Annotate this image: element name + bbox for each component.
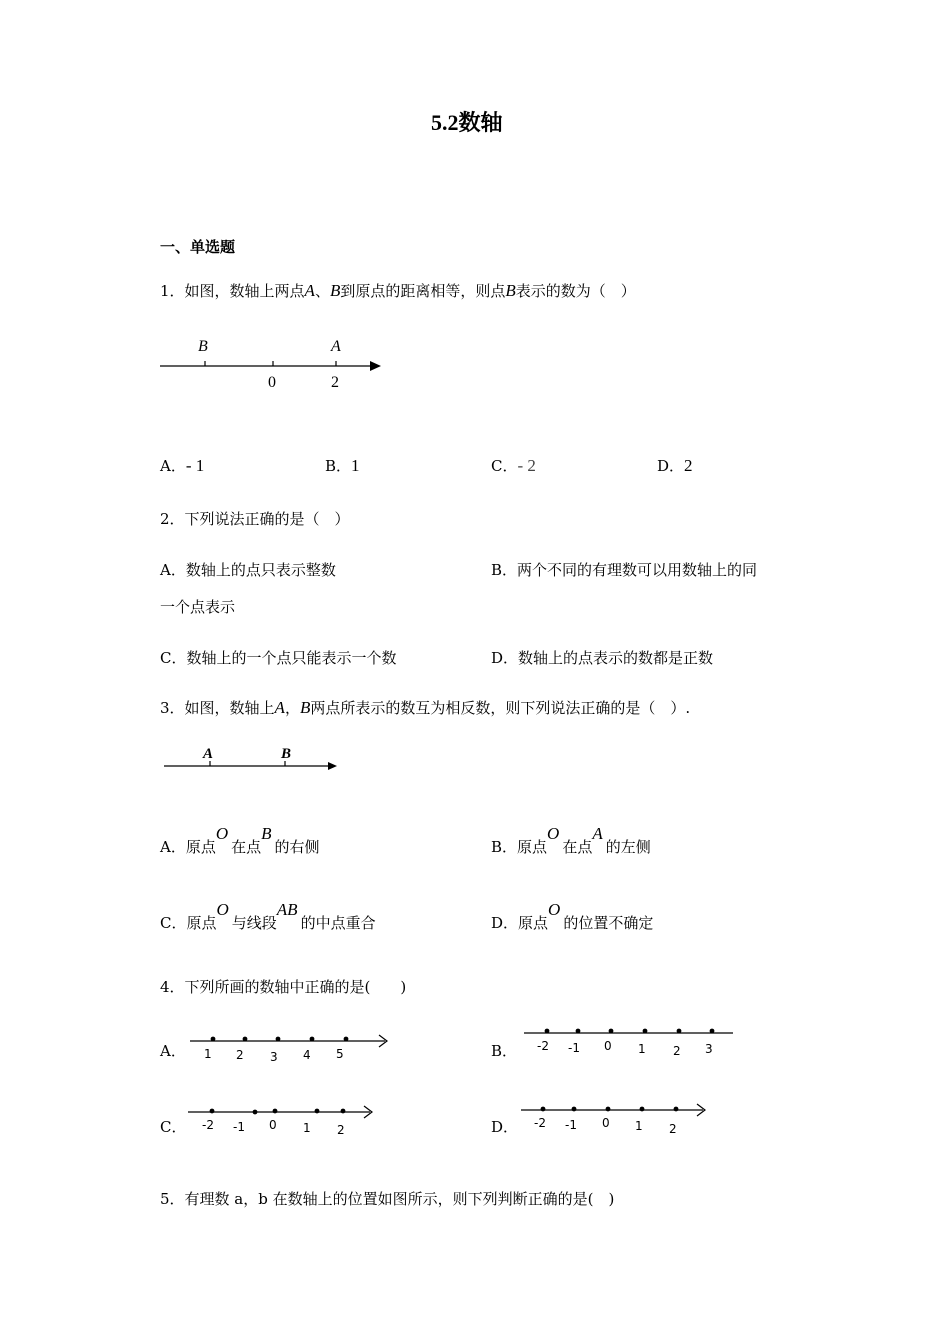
- point-dot: [572, 1107, 577, 1112]
- label-A: A: [203, 746, 214, 762]
- var-AB: AB: [276, 900, 298, 919]
- question-5-stem: 5．有理数 a，b 在数轴上的位置如图所示，则下列判断正确的是( ): [160, 1190, 615, 1208]
- tick-label: -1: [565, 1118, 577, 1132]
- label-B: B: [281, 746, 292, 762]
- q3-option-c[interactable]: C．原点O与线段AB的中点重合: [160, 900, 376, 932]
- point-dot: [640, 1107, 645, 1112]
- tick-label: 3: [705, 1042, 713, 1056]
- q4-option-b-letter[interactable]: B．: [491, 1042, 518, 1060]
- q3-option-d[interactable]: D．原点O的位置不确定: [491, 900, 654, 932]
- tick-label-0: 0: [268, 374, 276, 391]
- question-2-stem: 2．下列说法正确的是（ ）: [160, 510, 350, 528]
- q1-number-line-figure: [155, 330, 390, 395]
- tick-label: 1: [204, 1047, 212, 1061]
- tick-label: -1: [568, 1041, 580, 1055]
- q2-option-a[interactable]: A．数轴上的点只表示整数: [160, 561, 336, 579]
- point-dot: [606, 1107, 611, 1112]
- q3-option-a[interactable]: A．原点O在点B的右侧: [160, 824, 320, 856]
- point-dot: [273, 1109, 278, 1114]
- tick-label: 1: [635, 1119, 643, 1133]
- q4-option-d-letter[interactable]: D．: [491, 1118, 519, 1136]
- point-dot: [609, 1029, 614, 1034]
- point-dot: [276, 1037, 281, 1042]
- section-heading: 一、单选题: [160, 238, 236, 256]
- point-dot: [315, 1109, 320, 1114]
- point-dot: [710, 1029, 715, 1034]
- tick-label: 5: [336, 1047, 344, 1061]
- point-dot: [211, 1037, 216, 1042]
- q4-option-a-letter[interactable]: A．: [160, 1042, 186, 1060]
- var-O: O: [547, 824, 560, 843]
- var-O: O: [216, 900, 229, 919]
- tick-label: 4: [303, 1048, 311, 1062]
- q4-option-b-number-line[interactable]: [520, 1022, 740, 1064]
- point-dot: [677, 1029, 682, 1034]
- page-title: 5.2数轴: [431, 110, 503, 135]
- q2-option-d[interactable]: D．数轴上的点表示的数都是正数: [491, 649, 714, 667]
- var-A: A: [592, 824, 603, 843]
- point-dot: [243, 1037, 248, 1042]
- q1-option-b[interactable]: B．1: [325, 456, 360, 475]
- tick-label: 2: [337, 1123, 345, 1137]
- tick-label: 1: [638, 1042, 646, 1056]
- tick-label: 1: [303, 1121, 311, 1135]
- q2-option-b[interactable]: B．两个不同的有理数可以用数轴上的同: [491, 561, 758, 579]
- var-B: B: [299, 698, 311, 717]
- q1-option-a[interactable]: A．- 1: [160, 456, 205, 475]
- var-A: A: [304, 281, 315, 300]
- point-dot: [674, 1107, 679, 1112]
- tick-label: 0: [604, 1039, 612, 1053]
- q4-option-a-number-line[interactable]: [185, 1027, 395, 1067]
- q1-option-d[interactable]: D．2: [657, 456, 693, 475]
- var-B: B: [261, 824, 272, 843]
- tick-label: -2: [537, 1039, 549, 1053]
- point-dot: [643, 1029, 648, 1034]
- q2-option-c[interactable]: C．数轴上的一个点只能表示一个数: [160, 649, 397, 667]
- tick-label: -2: [534, 1116, 546, 1130]
- q4-option-c-number-line[interactable]: [185, 1100, 380, 1142]
- point-dot: [341, 1109, 346, 1114]
- question-1-stem: 1．如图，数轴上两点A、B到原点的距离相等，则点B表示的数为（ ）: [160, 281, 636, 300]
- tick-label: 0: [269, 1118, 277, 1132]
- point-dot: [545, 1029, 550, 1034]
- tick-label: 2: [236, 1048, 244, 1062]
- q4-option-d-number-line[interactable]: [518, 1099, 718, 1141]
- point-dot: [344, 1037, 349, 1042]
- var-B: B: [505, 281, 516, 300]
- point-dot: [541, 1107, 546, 1112]
- tick-label: 3: [270, 1050, 278, 1064]
- q4-option-c-letter[interactable]: C．: [160, 1118, 187, 1136]
- point-dot: [310, 1037, 315, 1042]
- point-dot: [253, 1110, 258, 1115]
- q1-option-c[interactable]: C．- 2: [491, 456, 536, 475]
- tick-label-2: 2: [331, 374, 339, 391]
- point-dot: [210, 1109, 215, 1114]
- q3-number-line-figure: [160, 740, 345, 775]
- var-O: O: [215, 824, 229, 843]
- var-O: O: [548, 900, 561, 919]
- label-B: B: [198, 338, 208, 355]
- tick-label: 2: [673, 1044, 681, 1058]
- var-A: A: [274, 698, 285, 717]
- q3-option-b[interactable]: B．原点O在点A的左侧: [491, 824, 651, 856]
- q2-option-b-continued[interactable]: 一个点表示: [160, 598, 236, 616]
- tick-label: -2: [202, 1118, 214, 1132]
- question-3-stem: 3．如图，数轴上A，B两点所表示的数互为相反数，则下列说法正确的是（ ）.: [160, 698, 691, 717]
- var-B: B: [329, 281, 341, 300]
- label-A: A: [331, 338, 341, 355]
- question-4-stem: 4．下列所画的数轴中正确的是( ): [160, 978, 407, 996]
- tick-label: 0: [602, 1116, 610, 1130]
- tick-label: -1: [233, 1120, 245, 1134]
- tick-label: 2: [669, 1122, 677, 1136]
- point-dot: [576, 1029, 581, 1034]
